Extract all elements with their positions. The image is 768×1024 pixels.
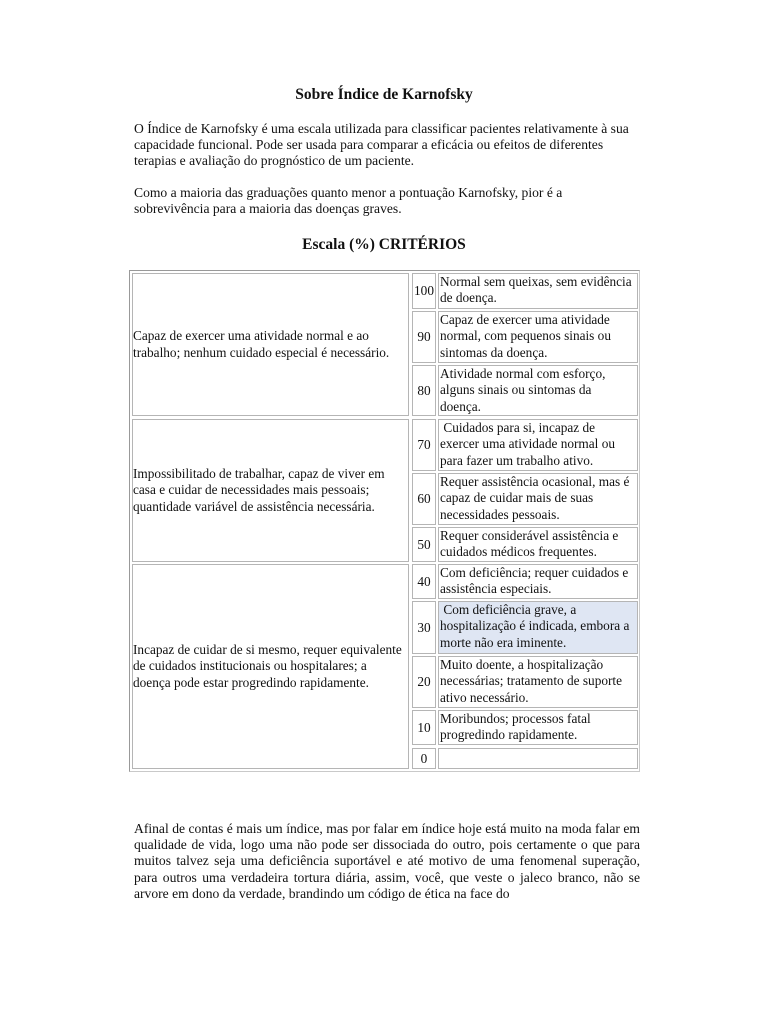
score-cell: 80 [412, 365, 436, 416]
score-cell: 50 [412, 527, 436, 562]
score-cell: 20 [412, 656, 436, 708]
score-cell: 100 [412, 273, 436, 309]
intro-paragraph: O Índice de Karnofsky é uma escala utilizada para classificar pacientes relativamente à sua capacidade funcional. Pode ser usada para comparar a eficácia ou efeitos de diferentes terapias e avaliação do prognóstico de um paciente. [134, 121, 629, 169]
closing-paragraph: Afinal de contas é mais um índice, mas por falar em índice hoje está muito na moda falar em qualidade de vida, logo uma não pode ser dissociada do outro, pois certamente o que para muitos talvez seja uma deficiência suportável e até motivo de uma fenomenal superação, para outros uma verdadeira tortura diária, assim, você, que veste o jaleco branco, não se arvore em dono da verdade, brandindo um código de ética na face do [134, 821, 640, 901]
criteria-cell: Normal sem queixas, sem evidência de doença. [438, 273, 638, 309]
category-cell-dependent [132, 564, 409, 769]
score-cell: 0 [412, 748, 436, 769]
criteria-cell: Muito doente, a hospitalização necessárias; tratamento de suporte ativo necessário. [438, 656, 638, 708]
criteria-cell-highlighted: Com deficiência grave, a hospitalização é indicada, embora a morte não era iminente. [438, 601, 638, 654]
criteria-cell-empty [438, 748, 638, 769]
score-cell: 30 [412, 601, 436, 654]
criteria-cell: Com deficiência; requer cuidados e assistência especiais. [438, 564, 638, 599]
category-label: Impossibilitado de trabalhar, capaz de viver em casa e cuidar de necessidades mais pessoais; quantidade variável de assistência necessária. [133, 466, 385, 514]
document-title: Sobre Índice de Karnofsky [295, 86, 473, 103]
category-label: Capaz de exercer uma atividade normal e ao trabalho; nenhum cuidado especial é necessário. [133, 328, 390, 360]
criteria-cell: Capaz de exercer uma atividade normal, com pequenos sinais ou sintomas da doença. [438, 311, 638, 363]
second-paragraph: Como a maioria das graduações quanto menor a pontuação Karnofsky, pior é a sobrevivência para a maioria das doenças graves. [134, 185, 563, 217]
category-cell-normal [132, 273, 409, 416]
score-cell: 10 [412, 710, 436, 745]
category-cell-impaired [132, 419, 409, 562]
score-cell: 70 [412, 419, 436, 471]
karnofsky-table [129, 270, 640, 772]
table-heading: Escala (%) CRITÉRIOS [302, 236, 466, 253]
criteria-cell: Requer considerável assistência e cuidados médicos frequentes. [438, 527, 638, 562]
score-cell: 40 [412, 564, 436, 599]
category-label: Incapaz de cuidar de si mesmo, requer equivalente de cuidados institucionais ou hospitalares; a doença pode estar progredindo rapidamente. [133, 642, 402, 690]
criteria-cell: Cuidados para si, incapaz de exercer uma atividade normal ou para fazer um trabalho ativo. [438, 419, 638, 471]
criteria-cell: Moribundos; processos fatal progredindo rapidamente. [438, 710, 638, 745]
criteria-cell: Requer assistência ocasional, mas é capaz de cuidar mais de suas necessidades pessoais. [438, 473, 638, 525]
criteria-cell: Atividade normal com esforço, alguns sinais ou sintomas da doença. [438, 365, 638, 416]
score-cell: 90 [412, 311, 436, 363]
score-cell: 60 [412, 473, 436, 525]
